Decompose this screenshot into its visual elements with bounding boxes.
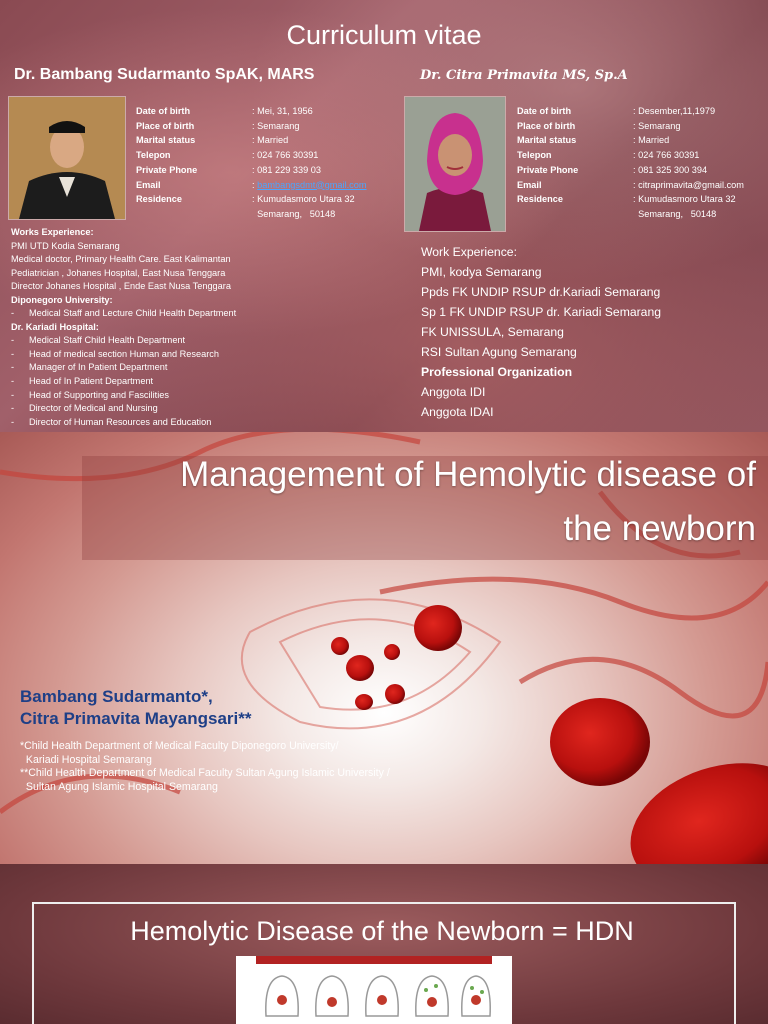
works-item: Director Johanes Hospital , Ende East Nusa Tenggara <box>11 281 231 292</box>
info-row <box>136 207 367 222</box>
hdn-slide <box>0 864 768 1024</box>
slide-title: Curriculum vitae <box>286 20 482 50</box>
work-item: Sp 1 FK UNDIP RSUP dr. Kariadi Semarang <box>421 305 662 319</box>
info-row <box>136 133 367 148</box>
info-value: : 081 229 339 03 <box>252 164 321 175</box>
info-value: : 081 325 300 394 <box>633 164 708 175</box>
kariadi-item <box>11 416 391 430</box>
list-dash: - <box>11 335 15 346</box>
kariadi-item <box>11 334 391 348</box>
list-dash: - <box>11 308 15 319</box>
info-value: : Semarang <box>252 120 300 131</box>
affiliation-2a: **Child Health Department of Medical Faculty Sultan Agung Islamic University / <box>20 767 390 780</box>
info-row <box>517 178 744 193</box>
works-item: PMI UTD Kodia Semarang <box>11 240 120 251</box>
work-item: PMI, kodya Semarang <box>421 265 542 279</box>
info-row <box>136 192 367 207</box>
list-text: Director of Human Resources and Education <box>29 416 212 427</box>
info-label: Marital status <box>136 135 196 146</box>
left-experience <box>11 226 391 429</box>
list-text: Head of Supporting and Fascilities <box>29 389 169 400</box>
undip-heading: Diponegoro University: <box>11 294 113 305</box>
org-item: Anggota IDI <box>421 385 486 399</box>
info-value: : Desember,11,1979 <box>633 106 716 116</box>
list-dash: - <box>11 348 15 359</box>
list-text: Head of In Patient Department <box>29 376 154 387</box>
hdn-title: Hemolytic Disease of the Newborn = HDN <box>130 916 634 946</box>
list-text: Head of medical section Human and Research <box>29 348 219 359</box>
info-row <box>517 104 744 119</box>
info-row <box>517 119 744 134</box>
hdn-figure <box>236 956 512 1024</box>
info-label: Residence <box>136 194 182 205</box>
list-dash: - <box>11 389 15 400</box>
kariadi-item <box>11 361 391 375</box>
list-dash: - <box>11 362 15 373</box>
info-label: Email <box>136 179 161 190</box>
info-row <box>517 163 744 178</box>
info-label: Telepon <box>136 150 171 161</box>
work-item: RSI Sultan Agung Semarang <box>421 345 577 359</box>
works-item: Pediatrician , Johanes Hospital, East Nusa Tenggara <box>11 267 226 278</box>
kariadi-item <box>11 375 391 389</box>
info-label: Date of birth <box>136 106 191 116</box>
info-value: Semarang, 50148 <box>633 208 717 219</box>
info-value: : 024 766 30391 <box>633 150 700 161</box>
cv-slide <box>0 0 768 432</box>
info-value: : 024 766 30391 <box>252 150 319 161</box>
title-slide <box>0 432 768 864</box>
affiliation-1a: *Child Health Department of Medical Faculty Diponegoro University/ <box>20 740 339 752</box>
info-value: : Semarang <box>633 120 681 131</box>
info-label: Residence <box>517 194 563 205</box>
info-row <box>136 104 367 119</box>
info-label: Email <box>517 179 542 190</box>
info-row <box>136 163 367 178</box>
info-label: Place of birth <box>136 120 195 131</box>
doctor-photo-right <box>404 96 506 232</box>
info-row <box>136 178 367 193</box>
authors <box>20 686 252 730</box>
undip-item <box>11 307 391 321</box>
works-heading: Works Experience: <box>11 227 94 237</box>
info-label: Private Phone <box>517 164 579 175</box>
title-line-2: the newborn <box>563 509 756 548</box>
work-item: FK UNISSULA, Semarang <box>421 325 564 339</box>
doctor-photo-left <box>8 96 126 220</box>
info-value: : Married <box>252 135 289 146</box>
list-text: Manager of In Patient Department <box>29 362 168 373</box>
list-text: Medical Staff and Lecture Child Health Department <box>29 308 237 319</box>
right-experience <box>421 242 661 422</box>
info-label: Place of birth <box>517 120 576 131</box>
info-label: Telepon <box>517 150 552 161</box>
list-text: Director of Medical and Nursing <box>29 403 158 414</box>
personal-info-right <box>517 104 744 222</box>
works-item: Medical doctor, Primary Health Care. East Kalimantan <box>11 254 231 265</box>
work-heading: Work Experience: <box>421 245 517 259</box>
list-dash: - <box>11 416 15 427</box>
info-value: Semarang, 50148 <box>252 208 336 219</box>
info-value: : citraprimavita@gmail.com <box>633 179 744 190</box>
info-value: : Married <box>633 135 670 146</box>
info-row <box>517 148 744 163</box>
info-value: : Mei, 31, 1956 <box>252 106 313 116</box>
info-value: : Kumudasmoro Utara 32 <box>252 194 355 205</box>
list-dash: - <box>11 403 15 414</box>
list-text: Medical Staff Child Health Department <box>29 335 186 346</box>
info-label: Marital status <box>517 135 577 146</box>
info-row <box>517 192 744 207</box>
info-row <box>136 148 367 163</box>
doctor-name-left: Dr. Bambang Sudarmanto SpAK, MARS <box>14 66 315 83</box>
kariadi-item <box>11 389 391 403</box>
work-item: Ppds FK UNDIP RSUP dr.Kariadi Semarang <box>421 285 661 299</box>
affiliations <box>20 740 390 794</box>
personal-info-left <box>136 104 367 222</box>
info-row <box>517 133 744 148</box>
author-1: Bambang Sudarmanto*, <box>20 687 213 706</box>
email-link[interactable]: bambangsdmt@gmail.com <box>257 179 367 190</box>
info-label <box>517 207 633 222</box>
list-dash: - <box>11 376 15 387</box>
info-label: Private Phone <box>136 164 198 175</box>
affiliation-1b: Kariadi Hospital Semarang <box>20 753 152 766</box>
info-row <box>517 207 744 222</box>
affiliation-2b: Sultan Agung Islamic Hospital Semarang <box>20 780 218 793</box>
kariadi-item <box>11 402 391 416</box>
info-value: : <box>252 179 258 190</box>
info-value: : Kumudasmoro Utara 32 <box>633 194 736 205</box>
info-label: Date of birth <box>517 106 572 116</box>
kariadi-heading: Dr. Kariadi Hospital: <box>11 321 99 332</box>
author-2: Citra Primavita Mayangsari** <box>20 709 252 728</box>
info-row <box>136 119 367 134</box>
kariadi-item <box>11 348 391 362</box>
doctor-name-right: Dr. Citra Primavita MS, Sp.A <box>420 68 628 83</box>
org-item: Anggota IDAI <box>421 405 494 419</box>
title-line-1: Management of Hemolytic disease of <box>180 455 756 494</box>
presentation-title <box>96 448 756 556</box>
info-label <box>136 207 252 222</box>
org-heading: Professional Organization <box>421 365 573 379</box>
